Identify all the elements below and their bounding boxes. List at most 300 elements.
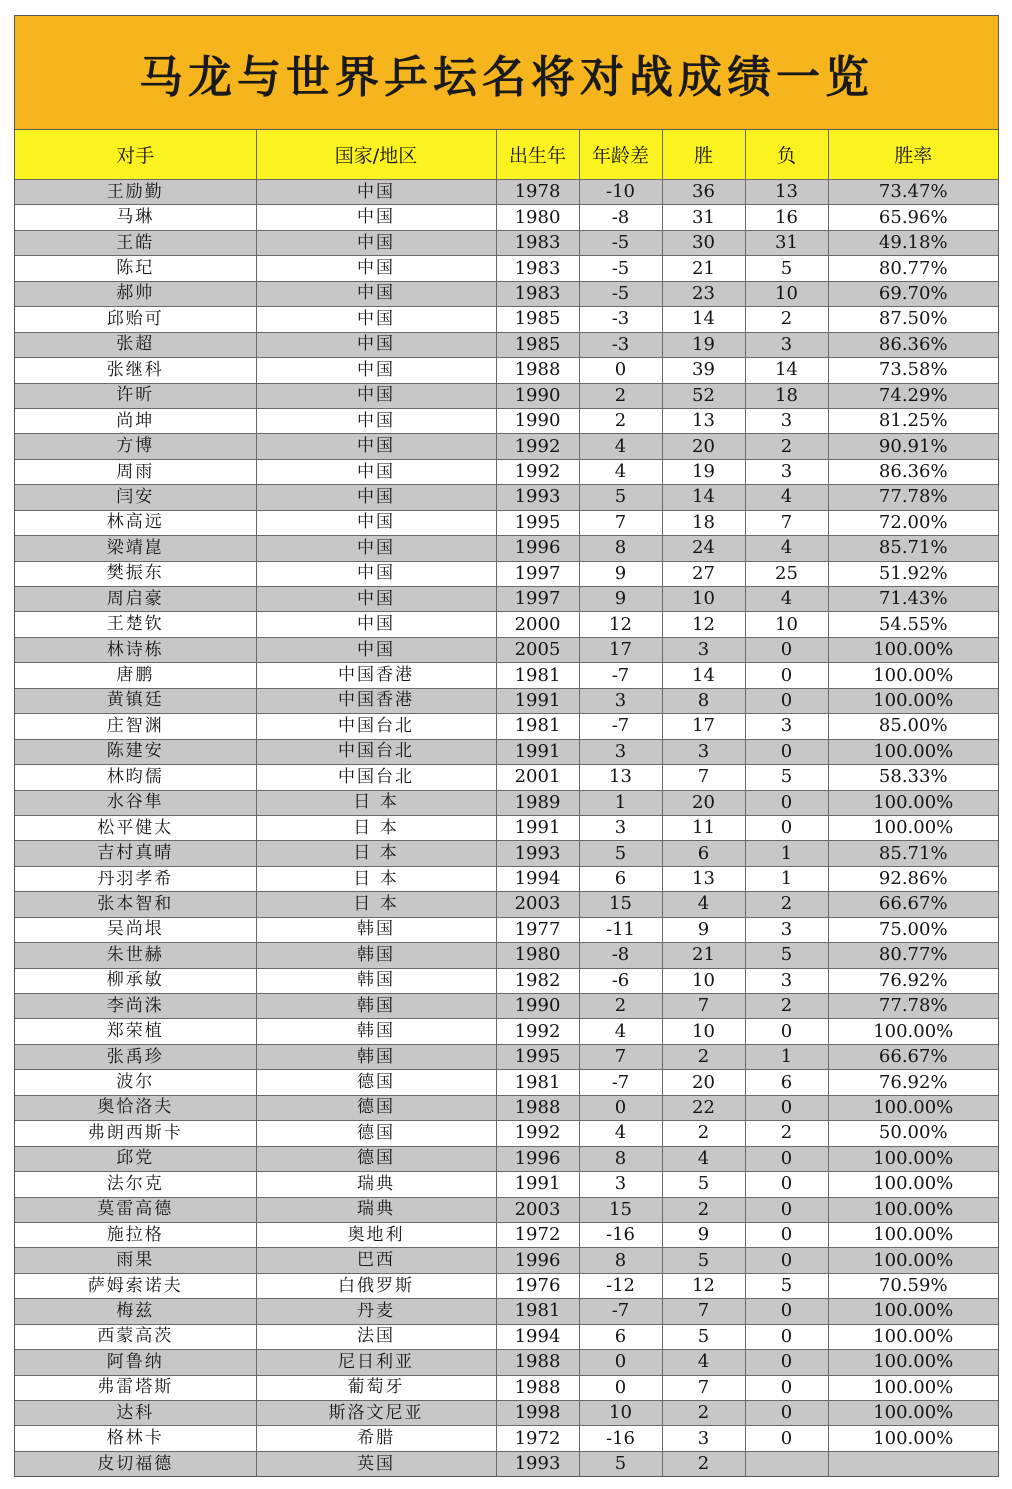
win-rate-cell: 80.77%: [828, 256, 998, 281]
birth-year-cell: 1972: [496, 1426, 579, 1451]
birth-year-cell: 1992: [496, 1019, 579, 1044]
region-cell: 中国: [256, 536, 496, 561]
win-rate-cell: 86.36%: [828, 459, 998, 484]
region-cell: 日 本: [256, 892, 496, 917]
age-gap-cell: -16: [579, 1222, 662, 1247]
table-row: [15, 688, 998, 713]
region-cell: 中国: [256, 383, 496, 408]
table-row: [15, 1248, 998, 1273]
region-cell: 中国台北: [256, 765, 496, 790]
region-cell: 韩国: [256, 994, 496, 1019]
opponent-cell: 马琳: [15, 205, 256, 230]
win-rate-cell: 85.71%: [828, 841, 998, 866]
wins-cell: 23: [662, 281, 745, 306]
opponent-cell: 朱世赫: [15, 943, 256, 968]
region-cell: 日 本: [256, 841, 496, 866]
opponent-cell: 尚坤: [15, 408, 256, 433]
wins-cell: 5: [662, 1324, 745, 1349]
age-gap-cell: 3: [579, 688, 662, 713]
table-row: [15, 1426, 998, 1451]
win-rate-cell: 76.92%: [828, 968, 998, 993]
wins-cell: 4: [662, 892, 745, 917]
birth-year-cell: 2001: [496, 765, 579, 790]
losses-cell: 5: [745, 943, 828, 968]
win-rate-cell: 85.71%: [828, 536, 998, 561]
losses-cell: 1: [745, 1044, 828, 1069]
wins-cell: 13: [662, 866, 745, 891]
region-cell: 中国: [256, 434, 496, 459]
table-row: [15, 459, 998, 484]
wins-cell: 6: [662, 841, 745, 866]
opponent-cell: 黄镇廷: [15, 688, 256, 713]
win-rate-cell: 76.92%: [828, 1070, 998, 1095]
win-rate-cell: 86.36%: [828, 332, 998, 357]
birth-year-cell: 1991: [496, 739, 579, 764]
win-rate-cell: 100.00%: [828, 1197, 998, 1222]
wins-cell: 19: [662, 459, 745, 484]
age-gap-cell: 6: [579, 1324, 662, 1349]
birth-year-cell: 1985: [496, 332, 579, 357]
head-to-head-table: [15, 130, 998, 1476]
table-row: [15, 205, 998, 230]
header-wins: 胜: [662, 130, 745, 180]
age-gap-cell: -6: [579, 968, 662, 993]
age-gap-cell: 8: [579, 1146, 662, 1171]
age-gap-cell: 3: [579, 815, 662, 840]
opponent-cell: 张本智和: [15, 892, 256, 917]
wins-cell: 30: [662, 230, 745, 255]
losses-cell: 10: [745, 281, 828, 306]
age-gap-cell: 2: [579, 383, 662, 408]
age-gap-cell: 0: [579, 1375, 662, 1400]
age-gap-cell: 17: [579, 637, 662, 662]
table-row: [15, 180, 998, 205]
table-row: [15, 510, 998, 535]
region-cell: 中国台北: [256, 739, 496, 764]
win-rate-cell: 100.00%: [828, 663, 998, 688]
age-gap-cell: 4: [579, 1019, 662, 1044]
losses-cell: 2: [745, 434, 828, 459]
opponent-cell: 庄智渊: [15, 714, 256, 739]
opponent-cell: 雨果: [15, 1248, 256, 1273]
win-rate-cell: 73.58%: [828, 358, 998, 383]
losses-cell: 4: [745, 536, 828, 561]
region-cell: 尼日利亚: [256, 1350, 496, 1375]
win-rate-cell: 100.00%: [828, 1375, 998, 1400]
birth-year-cell: 1983: [496, 230, 579, 255]
losses-cell: 7: [745, 510, 828, 535]
title-banner: [15, 16, 998, 130]
losses-cell: 0: [745, 1222, 828, 1247]
win-rate-cell: 100.00%: [828, 1222, 998, 1247]
win-rate-cell: 50.00%: [828, 1121, 998, 1146]
region-cell: 日 本: [256, 866, 496, 891]
losses-cell: 10: [745, 612, 828, 637]
opponent-cell: 丹羽孝希: [15, 866, 256, 891]
age-gap-cell: 2: [579, 994, 662, 1019]
birth-year-cell: 1993: [496, 485, 579, 510]
table-row: [15, 1197, 998, 1222]
birth-year-cell: 1993: [496, 841, 579, 866]
wins-cell: 5: [662, 1172, 745, 1197]
region-cell: 日 本: [256, 815, 496, 840]
wins-cell: 17: [662, 714, 745, 739]
age-gap-cell: 0: [579, 358, 662, 383]
birth-year-cell: 1978: [496, 180, 579, 205]
wins-cell: 11: [662, 815, 745, 840]
losses-cell: 0: [745, 1350, 828, 1375]
opponent-cell: 梁靖崑: [15, 536, 256, 561]
losses-cell: 4: [745, 587, 828, 612]
table-row: [15, 943, 998, 968]
region-cell: 中国: [256, 612, 496, 637]
losses-cell: 1: [745, 866, 828, 891]
losses-cell: 3: [745, 917, 828, 942]
birth-year-cell: 1991: [496, 688, 579, 713]
losses-cell: 0: [745, 739, 828, 764]
wins-cell: 7: [662, 1299, 745, 1324]
win-rate-cell: 100.00%: [828, 637, 998, 662]
win-rate-cell: 100.00%: [828, 1248, 998, 1273]
region-cell: 斯洛文尼亚: [256, 1401, 496, 1426]
losses-cell: 14: [745, 358, 828, 383]
wins-cell: 21: [662, 943, 745, 968]
win-rate-cell: 100.00%: [828, 1019, 998, 1044]
age-gap-cell: 4: [579, 1121, 662, 1146]
wins-cell: 14: [662, 485, 745, 510]
wins-cell: 36: [662, 180, 745, 205]
opponent-cell: 弗朗西斯卡: [15, 1121, 256, 1146]
win-rate-cell: 71.43%: [828, 587, 998, 612]
opponent-cell: 樊振东: [15, 561, 256, 586]
table-row: [15, 1172, 998, 1197]
birth-year-cell: 2005: [496, 637, 579, 662]
region-cell: 韩国: [256, 968, 496, 993]
region-cell: 中国: [256, 180, 496, 205]
wins-cell: 31: [662, 205, 745, 230]
age-gap-cell: 2: [579, 408, 662, 433]
age-gap-cell: -10: [579, 180, 662, 205]
age-gap-cell: 4: [579, 459, 662, 484]
opponent-cell: 波尔: [15, 1070, 256, 1095]
region-cell: 韩国: [256, 1019, 496, 1044]
wins-cell: 3: [662, 739, 745, 764]
region-cell: 中国: [256, 205, 496, 230]
losses-cell: 3: [745, 459, 828, 484]
losses-cell: 0: [745, 1248, 828, 1273]
table-row: [15, 332, 998, 357]
birth-year-cell: 1990: [496, 408, 579, 433]
birth-year-cell: 1992: [496, 434, 579, 459]
region-cell: 巴西: [256, 1248, 496, 1273]
table-row: [15, 561, 998, 586]
table-row: [15, 663, 998, 688]
opponent-cell: 唐鹏: [15, 663, 256, 688]
win-rate-cell: 100.00%: [828, 1095, 998, 1120]
wins-cell: 7: [662, 765, 745, 790]
losses-cell: 3: [745, 968, 828, 993]
header-win-rate: 胜率: [828, 130, 998, 180]
age-gap-cell: 3: [579, 739, 662, 764]
table-row: [15, 1451, 998, 1476]
wins-cell: 10: [662, 968, 745, 993]
table-body: [15, 180, 998, 1477]
birth-year-cell: 1980: [496, 943, 579, 968]
region-cell: 中国: [256, 256, 496, 281]
wins-cell: 4: [662, 1350, 745, 1375]
table-row: [15, 790, 998, 815]
age-gap-cell: -5: [579, 256, 662, 281]
birth-year-cell: 1983: [496, 256, 579, 281]
wins-cell: 13: [662, 408, 745, 433]
birth-year-cell: 1994: [496, 1324, 579, 1349]
win-rate-cell: 72.00%: [828, 510, 998, 535]
birth-year-cell: 1981: [496, 1299, 579, 1324]
region-cell: 中国: [256, 408, 496, 433]
region-cell: 中国: [256, 307, 496, 332]
age-gap-cell: -8: [579, 205, 662, 230]
table-row: [15, 1350, 998, 1375]
birth-year-cell: 1990: [496, 383, 579, 408]
wins-cell: 21: [662, 256, 745, 281]
wins-cell: 2: [662, 1197, 745, 1222]
birth-year-cell: 1994: [496, 866, 579, 891]
age-gap-cell: 15: [579, 892, 662, 917]
losses-cell: 2: [745, 994, 828, 1019]
wins-cell: 5: [662, 1248, 745, 1273]
opponent-cell: 松平健太: [15, 815, 256, 840]
age-gap-cell: 8: [579, 1248, 662, 1273]
header-region: 国家/地区: [256, 130, 496, 180]
age-gap-cell: -3: [579, 332, 662, 357]
table-row: [15, 485, 998, 510]
table-row: [15, 1095, 998, 1120]
table-row: [15, 358, 998, 383]
age-gap-cell: -5: [579, 230, 662, 255]
birth-year-cell: 1972: [496, 1222, 579, 1247]
region-cell: 韩国: [256, 1044, 496, 1069]
region-cell: 葡萄牙: [256, 1375, 496, 1400]
win-rate-cell: 100.00%: [828, 1401, 998, 1426]
opponent-cell: 郑荣植: [15, 1019, 256, 1044]
birth-year-cell: 2003: [496, 1197, 579, 1222]
table-row: [15, 637, 998, 662]
opponent-cell: 方博: [15, 434, 256, 459]
birth-year-cell: 1991: [496, 1172, 579, 1197]
win-rate-cell: 74.29%: [828, 383, 998, 408]
opponent-cell: 弗雷塔斯: [15, 1375, 256, 1400]
opponent-cell: 王皓: [15, 230, 256, 255]
opponent-cell: 周雨: [15, 459, 256, 484]
win-rate-cell: 77.78%: [828, 994, 998, 1019]
opponent-cell: 郝帅: [15, 281, 256, 306]
age-gap-cell: 5: [579, 485, 662, 510]
losses-cell: 1: [745, 841, 828, 866]
age-gap-cell: 5: [579, 841, 662, 866]
wins-cell: 3: [662, 637, 745, 662]
table-row: [15, 892, 998, 917]
opponent-cell: 闫安: [15, 485, 256, 510]
losses-cell: 0: [745, 688, 828, 713]
win-rate-cell: 77.78%: [828, 485, 998, 510]
region-cell: 中国: [256, 637, 496, 662]
win-rate-cell: 58.33%: [828, 765, 998, 790]
win-rate-cell: 54.55%: [828, 612, 998, 637]
age-gap-cell: 7: [579, 1044, 662, 1069]
opponent-cell: 王励勤: [15, 180, 256, 205]
birth-year-cell: 1981: [496, 663, 579, 688]
win-rate-cell: 90.91%: [828, 434, 998, 459]
win-rate-cell: 100.00%: [828, 1172, 998, 1197]
losses-cell: [745, 1451, 828, 1476]
losses-cell: 0: [745, 1172, 828, 1197]
opponent-cell: 陈建安: [15, 739, 256, 764]
region-cell: 德国: [256, 1095, 496, 1120]
losses-cell: 18: [745, 383, 828, 408]
wins-cell: 7: [662, 1375, 745, 1400]
win-rate-cell: 92.86%: [828, 866, 998, 891]
wins-cell: 52: [662, 383, 745, 408]
table-row: [15, 714, 998, 739]
losses-cell: 5: [745, 1273, 828, 1298]
birth-year-cell: 1998: [496, 1401, 579, 1426]
region-cell: 瑞典: [256, 1172, 496, 1197]
losses-cell: 0: [745, 1426, 828, 1451]
table-row: [15, 1019, 998, 1044]
region-cell: 中国: [256, 459, 496, 484]
opponent-cell: 许昕: [15, 383, 256, 408]
table-row: [15, 612, 998, 637]
wins-cell: 7: [662, 994, 745, 1019]
win-rate-cell: 100.00%: [828, 1350, 998, 1375]
wins-cell: 3: [662, 1426, 745, 1451]
losses-cell: 0: [745, 1197, 828, 1222]
wins-cell: 14: [662, 307, 745, 332]
losses-cell: 13: [745, 180, 828, 205]
opponent-cell: 王楚钦: [15, 612, 256, 637]
wins-cell: 2: [662, 1451, 745, 1476]
birth-year-cell: 1988: [496, 1375, 579, 1400]
opponent-cell: 张超: [15, 332, 256, 357]
table-row: [15, 281, 998, 306]
opponent-cell: 林诗栋: [15, 637, 256, 662]
losses-cell: 0: [745, 1324, 828, 1349]
birth-year-cell: 1981: [496, 1070, 579, 1095]
opponent-cell: 林高远: [15, 510, 256, 535]
losses-cell: 6: [745, 1070, 828, 1095]
win-rate-cell: 81.25%: [828, 408, 998, 433]
birth-year-cell: 1990: [496, 994, 579, 1019]
opponent-cell: 邱贻可: [15, 307, 256, 332]
losses-cell: 0: [745, 1375, 828, 1400]
table-row: [15, 1375, 998, 1400]
birth-year-cell: 1982: [496, 968, 579, 993]
wins-cell: 2: [662, 1044, 745, 1069]
win-rate-cell: 100.00%: [828, 790, 998, 815]
opponent-cell: 柳承敏: [15, 968, 256, 993]
losses-cell: 0: [745, 815, 828, 840]
table-row: [15, 256, 998, 281]
age-gap-cell: -5: [579, 281, 662, 306]
table-row: [15, 536, 998, 561]
age-gap-cell: -16: [579, 1426, 662, 1451]
losses-cell: 0: [745, 1401, 828, 1426]
birth-year-cell: 1997: [496, 561, 579, 586]
win-rate-cell: 100.00%: [828, 1299, 998, 1324]
birth-year-cell: 1977: [496, 917, 579, 942]
win-rate-cell: 69.70%: [828, 281, 998, 306]
age-gap-cell: -11: [579, 917, 662, 942]
losses-cell: 16: [745, 205, 828, 230]
table-row: [15, 968, 998, 993]
win-rate-cell: 100.00%: [828, 1146, 998, 1171]
opponent-cell: 萨姆索诺夫: [15, 1273, 256, 1298]
table-row: [15, 866, 998, 891]
losses-cell: 0: [745, 663, 828, 688]
header-birth-year: 出生年: [496, 130, 579, 180]
table-row: [15, 1222, 998, 1247]
win-rate-cell: 66.67%: [828, 892, 998, 917]
birth-year-cell: 1995: [496, 1044, 579, 1069]
win-rate-cell: 85.00%: [828, 714, 998, 739]
table-row: [15, 1044, 998, 1069]
birth-year-cell: 1997: [496, 587, 579, 612]
losses-cell: 0: [745, 637, 828, 662]
wins-cell: 4: [662, 1146, 745, 1171]
table-row: [15, 434, 998, 459]
opponent-cell: 格林卡: [15, 1426, 256, 1451]
age-gap-cell: 4: [579, 434, 662, 459]
losses-cell: 31: [745, 230, 828, 255]
wins-cell: 14: [662, 663, 745, 688]
opponent-cell: 西蒙高茨: [15, 1324, 256, 1349]
table-row: [15, 841, 998, 866]
region-cell: 韩国: [256, 917, 496, 942]
region-cell: 白俄罗斯: [256, 1273, 496, 1298]
age-gap-cell: -7: [579, 714, 662, 739]
region-cell: 中国香港: [256, 663, 496, 688]
wins-cell: 9: [662, 1222, 745, 1247]
wins-cell: 27: [662, 561, 745, 586]
header-row: [15, 130, 998, 180]
opponent-cell: 吉村真晴: [15, 841, 256, 866]
record-table-sheet: [14, 15, 999, 1477]
losses-cell: 0: [745, 1095, 828, 1120]
losses-cell: 3: [745, 332, 828, 357]
table-row: [15, 739, 998, 764]
age-gap-cell: 6: [579, 866, 662, 891]
opponent-cell: 周启豪: [15, 587, 256, 612]
age-gap-cell: 0: [579, 1350, 662, 1375]
opponent-cell: 奥恰洛夫: [15, 1095, 256, 1120]
table-row: [15, 230, 998, 255]
age-gap-cell: 9: [579, 587, 662, 612]
opponent-cell: 邱党: [15, 1146, 256, 1171]
age-gap-cell: 5: [579, 1451, 662, 1476]
age-gap-cell: -3: [579, 307, 662, 332]
win-rate-cell: [828, 1451, 998, 1476]
opponent-cell: 林昀儒: [15, 765, 256, 790]
birth-year-cell: 1985: [496, 307, 579, 332]
birth-year-cell: 1988: [496, 1095, 579, 1120]
header-age-gap: 年龄差: [579, 130, 662, 180]
region-cell: 中国: [256, 510, 496, 535]
opponent-cell: 吴尚垠: [15, 917, 256, 942]
age-gap-cell: 7: [579, 510, 662, 535]
age-gap-cell: 9: [579, 561, 662, 586]
region-cell: 中国: [256, 358, 496, 383]
age-gap-cell: 12: [579, 612, 662, 637]
